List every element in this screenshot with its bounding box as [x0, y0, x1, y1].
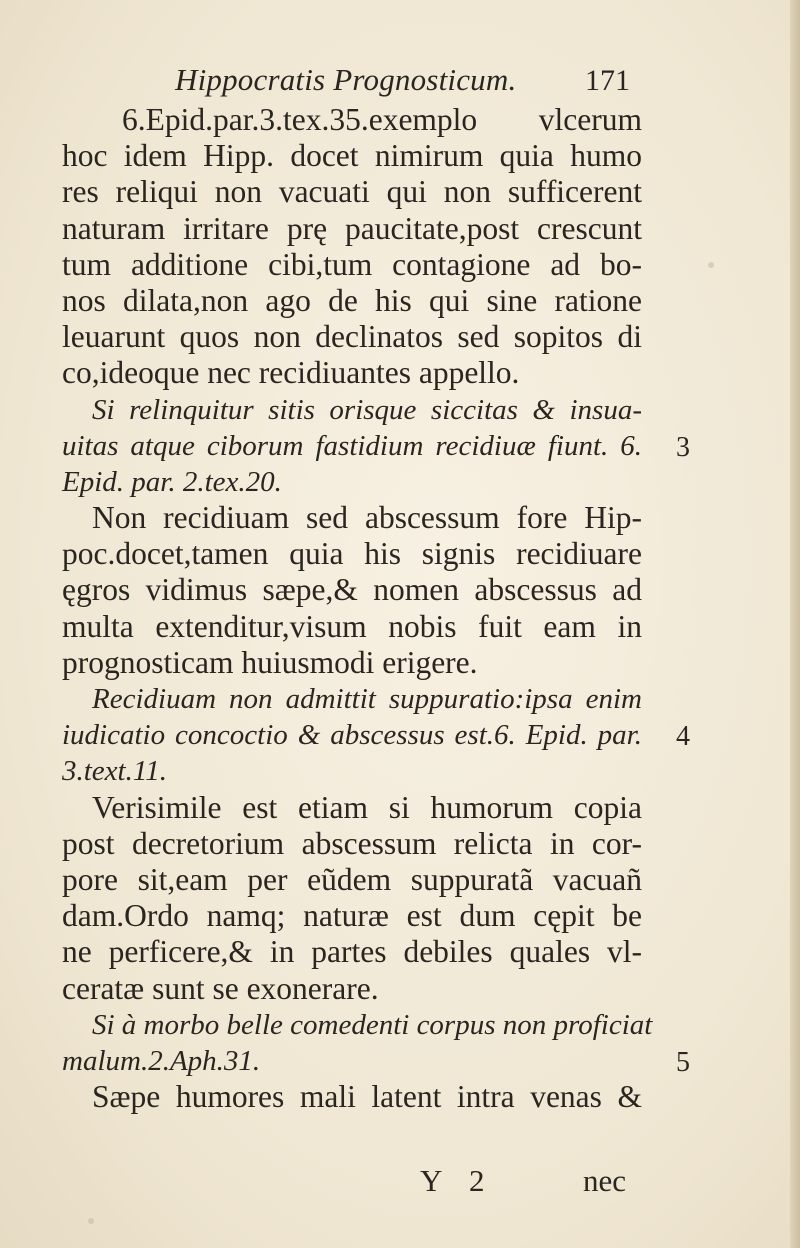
- text-line: pore sit,eam per eũdem suppuratã vacuañ: [62, 861, 642, 897]
- text-line: ęgros vidimus sæpe,& nomen abscessus ad: [62, 572, 642, 608]
- text-line: ne perficere,& in partes debiles quales vl-: [62, 934, 642, 970]
- text-line: poc.docet,tamen quia his signis recidiuare: [62, 536, 642, 572]
- text-line: naturam irritare prę paucitate,post crescunt: [62, 210, 642, 246]
- text-line: prognosticam huiusmodi erigere.: [62, 644, 478, 680]
- page-header: [0, 60, 800, 102]
- text-line: leuarunt quos non declinatos sed sopitos di: [62, 319, 642, 355]
- text-line: Recidiuam non admittit suppuratio:ipsa enim: [92, 683, 642, 715]
- text-line: hoc idem Hipp. docet nimirum quia humo: [62, 138, 642, 174]
- text-line: res reliqui non vacuati qui non sufficerent: [62, 174, 642, 210]
- text-line: ceratæ sunt se exonerare.: [62, 970, 379, 1006]
- text-line: Epid. par. 2.tex.20.: [62, 465, 282, 498]
- text-line: multa extenditur,visum nobis fuit eam in: [62, 608, 642, 644]
- text-line: nos dilata,non ago de his qui sine ratione: [62, 282, 642, 318]
- page-number: 171: [585, 64, 630, 97]
- text-line: post decretorium abscessum relicta in cor-: [62, 825, 642, 861]
- text-line: 6.Epid.par.3.tex.35.exemplo vlcerum: [122, 102, 642, 137]
- margin-number: 3: [676, 431, 690, 463]
- text-line: Si à morbo belle comedenti corpus non proficiat: [92, 1008, 653, 1041]
- catchword: nec: [583, 1163, 627, 1198]
- text-line: Non recidiuam sed abscessum fore Hip-: [92, 500, 642, 536]
- margin-number: 4: [676, 721, 690, 753]
- paper-speck: [88, 1218, 94, 1224]
- text-line: co,ideoque nec recidiuantes appello.: [62, 355, 520, 391]
- page-footer: [0, 1163, 800, 1203]
- text-block: [62, 102, 653, 1115]
- text-line: 3.text.11.: [62, 755, 167, 788]
- text-line: Verisimile est etiam si humorum copia: [92, 789, 642, 825]
- text-line: iudicatio concoctio & abscessus est.6. Epid. par.: [62, 719, 642, 752]
- text-line: tum additione cibi,tum contagione ad bo-: [62, 246, 642, 282]
- text-line: dam.Ordo namq; naturæ est dum cępit be: [62, 898, 642, 934]
- text-line: Si relinquitur sitis orisque siccitas & insua-: [92, 393, 642, 426]
- running-head: Hippocratis Prognosticum.: [175, 62, 517, 97]
- text-line: uitas atque ciborum fastidium recidiuæ fiunt. 6.: [62, 429, 642, 462]
- paper-speck: [708, 262, 714, 268]
- page-edge: [790, 0, 800, 1248]
- text-line: malum.2.Aph.31.: [62, 1044, 261, 1077]
- signature-mark: Y 2: [420, 1163, 495, 1198]
- margin-number: 5: [676, 1047, 690, 1079]
- text-line: Sæpe humores mali latent intra venas &: [92, 1079, 642, 1115]
